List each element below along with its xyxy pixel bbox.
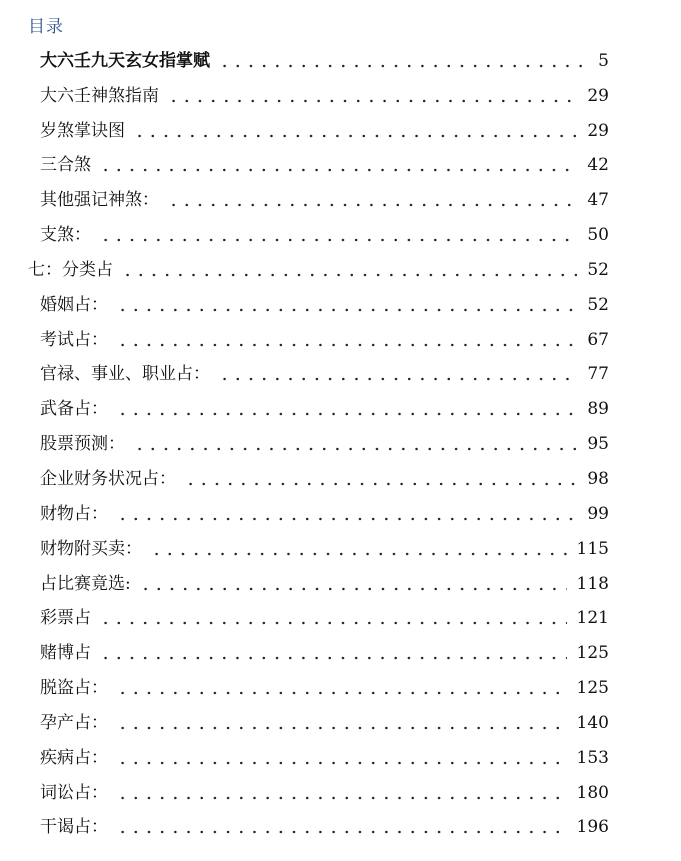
dot-leader	[99, 168, 577, 172]
dot-leader	[167, 203, 577, 207]
dot-leader	[116, 691, 567, 695]
dot-leader	[116, 517, 577, 521]
toc-entry-page-number[interactable]: 29	[587, 120, 609, 141]
dot-leader	[133, 447, 577, 451]
toc-entry[interactable]	[0, 389, 681, 424]
toc-entry-page-number[interactable]: 125	[576, 643, 609, 664]
toc-entry-title[interactable]: 赌博占	[40, 643, 91, 664]
dot-leader	[184, 482, 577, 486]
toc-entry-title[interactable]: 武备占：	[40, 399, 108, 420]
toc-entry-page-number[interactable]: 153	[576, 747, 609, 768]
toc-entry[interactable]	[0, 564, 681, 599]
toc-entry-title[interactable]: 岁煞掌诀图	[40, 120, 125, 141]
toc-entry-title[interactable]: 财物附买卖：	[40, 538, 142, 559]
toc-entry-title[interactable]: 股票预测：	[40, 434, 125, 455]
toc-entry-page-number[interactable]: 67	[587, 329, 609, 350]
toc-entry[interactable]	[0, 41, 681, 76]
toc-entry-title[interactable]: 大六壬神煞指南	[40, 85, 159, 106]
toc-entry[interactable]	[0, 459, 681, 494]
dot-leader	[99, 621, 567, 625]
toc-entry-page-number[interactable]: 47	[587, 190, 609, 211]
toc-entry-page-number[interactable]: 52	[587, 259, 609, 280]
toc-entry-page-number[interactable]: 52	[587, 294, 609, 315]
toc-entry[interactable]	[0, 250, 681, 285]
toc-entry-page-number[interactable]: 98	[587, 468, 609, 489]
toc-entry-title[interactable]: 考试占：	[40, 329, 108, 350]
dot-leader	[218, 377, 577, 381]
toc-entry-title[interactable]: 官禄、事业、职业占：	[40, 364, 210, 385]
toc-entry[interactable]	[0, 773, 681, 808]
toc-entry-page-number[interactable]: 99	[587, 503, 609, 524]
dot-leader	[116, 412, 577, 416]
dot-leader	[139, 587, 567, 591]
toc-entry-page-number[interactable]: 140	[576, 712, 609, 733]
toc-heading: 目录	[28, 17, 64, 37]
toc-entry-title[interactable]: 孕产占：	[40, 712, 108, 733]
dot-leader	[218, 64, 588, 68]
toc-entry-page-number[interactable]: 29	[587, 85, 609, 106]
toc-entry[interactable]	[0, 76, 681, 111]
toc-entry[interactable]	[0, 355, 681, 390]
toc-entry-page-number[interactable]: 121	[576, 608, 609, 629]
toc-entry[interactable]	[0, 633, 681, 668]
dot-leader	[133, 134, 577, 138]
toc-entry[interactable]	[0, 320, 681, 355]
toc-entry-page-number[interactable]: 118	[576, 573, 609, 594]
toc-entry-title[interactable]: 疾病占：	[40, 747, 108, 768]
toc-entry-title[interactable]: 婚姻占：	[40, 294, 108, 315]
dot-leader	[116, 830, 567, 834]
toc-entry[interactable]	[0, 703, 681, 738]
dot-leader	[116, 343, 577, 347]
toc-entry-page-number[interactable]: 77	[587, 364, 609, 385]
toc-entry-page-number[interactable]: 115	[576, 538, 609, 559]
toc-entry-page-number[interactable]: 50	[587, 225, 609, 246]
toc-entry-page-number[interactable]: 125	[576, 678, 609, 699]
dot-leader	[116, 796, 567, 800]
dot-leader	[99, 656, 567, 660]
toc-entry[interactable]	[0, 738, 681, 773]
toc-entry-title[interactable]: 三合煞	[40, 155, 91, 176]
toc-entry[interactable]	[0, 215, 681, 250]
toc-entry[interactable]	[0, 599, 681, 634]
toc-entry-page-number[interactable]: 196	[576, 817, 609, 838]
toc-entry-page-number[interactable]: 89	[587, 399, 609, 420]
dot-leader	[116, 308, 577, 312]
toc-entry-page-number[interactable]: 180	[576, 782, 609, 803]
toc-entry[interactable]	[0, 111, 681, 146]
toc-entry[interactable]	[0, 529, 681, 564]
toc-entry[interactable]	[0, 808, 681, 843]
dot-leader	[121, 273, 577, 277]
toc-entry-page-number[interactable]: 42	[587, 155, 609, 176]
dot-leader	[116, 726, 567, 730]
toc-entry-title[interactable]: 支煞：	[40, 225, 91, 246]
toc-entry-title[interactable]: 财物占：	[40, 503, 108, 524]
toc-entry-title[interactable]: 脱盗占：	[40, 678, 108, 699]
toc-entry-title[interactable]: 企业财务状况占：	[40, 468, 176, 489]
toc-entry-page-number[interactable]: 5	[598, 50, 609, 71]
toc-entry[interactable]	[0, 285, 681, 320]
toc-entry-title[interactable]: 词讼占：	[40, 782, 108, 803]
toc-entry[interactable]	[0, 424, 681, 459]
dot-leader	[116, 761, 567, 765]
toc-list	[0, 41, 681, 842]
dot-leader	[99, 238, 577, 242]
toc-entry-title[interactable]: 大六壬九天玄女指掌赋	[40, 50, 210, 71]
toc-entry-title[interactable]: 干谒占：	[40, 817, 108, 838]
toc-entry-title[interactable]: 占比赛竟选:	[40, 573, 131, 594]
toc-entry[interactable]	[0, 668, 681, 703]
toc-entry-page-number[interactable]: 95	[587, 434, 609, 455]
dot-leader	[150, 552, 567, 556]
toc-entry-title[interactable]: 七：分类占	[28, 259, 113, 280]
toc-entry[interactable]	[0, 180, 681, 215]
dot-leader	[167, 99, 577, 103]
toc-entry[interactable]	[0, 146, 681, 181]
toc-entry[interactable]	[0, 494, 681, 529]
toc-entry-title[interactable]: 其他强记神煞：	[40, 190, 159, 211]
toc-entry-title[interactable]: 彩票占	[40, 608, 91, 629]
